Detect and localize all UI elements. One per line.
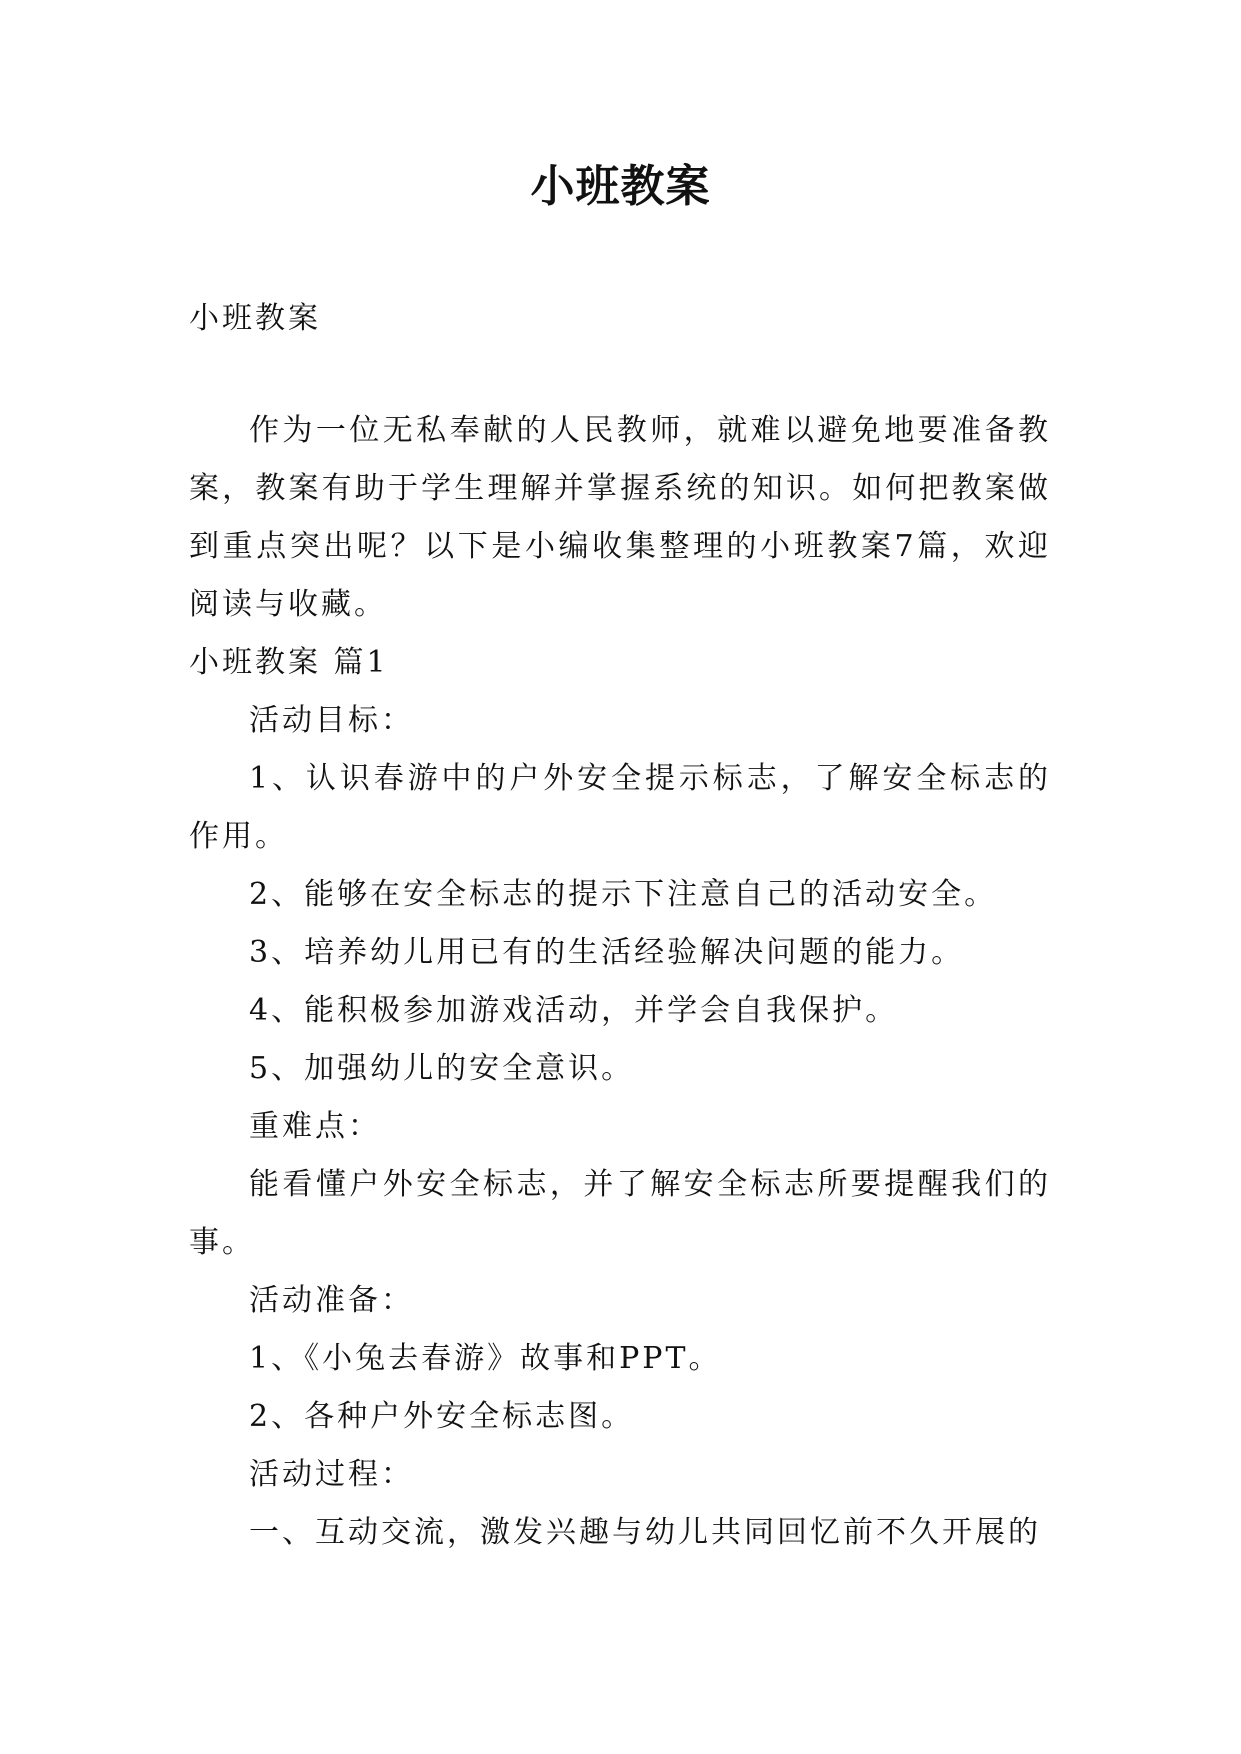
preparation-item: 2、各种户外安全标志图。 [249, 1399, 635, 1434]
heading-key-points: 重难点： [249, 1109, 381, 1144]
goal-item: 4、能积极参加游戏活动，并学会自我保护。 [249, 993, 899, 1028]
heading-preparation: 活动准备： [249, 1283, 414, 1318]
goal-item: 2、能够在安全标志的提示下注意自己的活动安全。 [249, 877, 998, 912]
key-points-paragraph: 能看懂户外安全标志，并了解安全标志所要提醒我们的事。 [189, 1167, 1051, 1260]
section-heading: 小班教案 篇1 [189, 645, 389, 680]
goal-item: 1、认识春游中的户外安全提示标志，了解安全标志的作用。 [189, 761, 1051, 854]
document-subtitle: 小班教案 [189, 301, 321, 336]
document-body [189, 402, 1051, 1562]
heading-activity-goals: 活动目标： [249, 703, 414, 738]
preparation-item: 1、《小兔去春游》故事和PPT。 [249, 1341, 722, 1376]
goal-item: 3、培养幼儿用已有的生活经验解决问题的能力。 [249, 935, 965, 970]
intro-paragraph: 作为一位无私奉献的人民教师，就难以避免地要准备教案，教案有助于学生理解并掌握系统的知识。如何把教案做到重点突出呢？以下是小编收集整理的小班教案7篇，欢迎阅读与收藏。 [189, 413, 1051, 622]
process-paragraph: 一、互动交流，激发兴趣与幼儿共同回忆前不久开展的 [249, 1515, 1041, 1550]
heading-process: 活动过程： [249, 1457, 414, 1492]
page-title: 小班教案 [530, 161, 711, 212]
goal-item: 5、加强幼儿的安全意识。 [249, 1051, 635, 1086]
